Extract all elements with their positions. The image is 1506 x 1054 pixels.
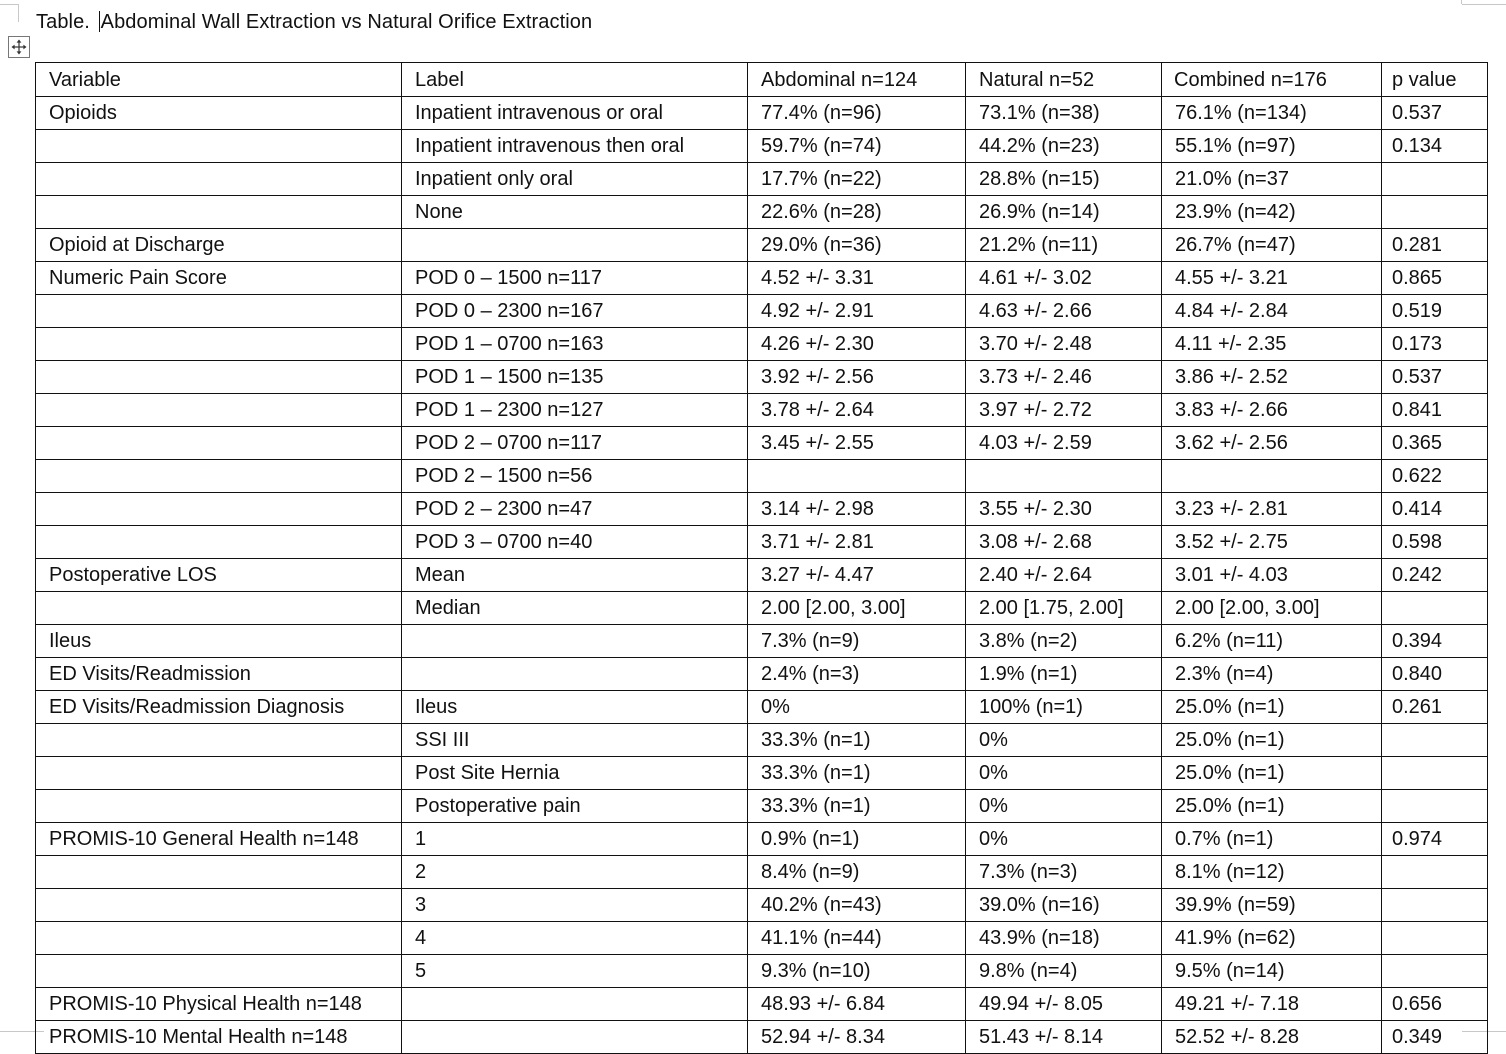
cell-combined[interactable]: 6.2% (n=11) bbox=[1162, 625, 1382, 658]
cell-combined[interactable]: 25.0% (n=1) bbox=[1162, 691, 1382, 724]
cell-label[interactable]: 3 bbox=[402, 889, 748, 922]
cell-abdominal[interactable]: 9.3% (n=10) bbox=[748, 955, 966, 988]
cell-natural[interactable]: 3.08 +/- 2.68 bbox=[966, 526, 1162, 559]
cell-abdominal[interactable]: 0% bbox=[748, 691, 966, 724]
cell-variable[interactable]: PROMIS-10 General Health n=148 bbox=[36, 823, 402, 856]
cell-variable[interactable] bbox=[36, 295, 402, 328]
text-cursor bbox=[99, 11, 100, 32]
cell-variable[interactable] bbox=[36, 394, 402, 427]
cell-combined[interactable]: 52.52 +/- 8.28 bbox=[1162, 1021, 1382, 1054]
cell-p-value[interactable]: 0.865 bbox=[1382, 262, 1488, 295]
cell-combined[interactable]: 3.01 +/- 4.03 bbox=[1162, 559, 1382, 592]
cell-label[interactable]: 4 bbox=[402, 922, 748, 955]
cell-variable[interactable] bbox=[36, 922, 402, 955]
cell-natural[interactable]: 3.97 +/- 2.72 bbox=[966, 394, 1162, 427]
cell-p-value[interactable]: 0.622 bbox=[1382, 460, 1488, 493]
cell-variable[interactable] bbox=[36, 790, 402, 823]
cell-label[interactable]: None bbox=[402, 196, 748, 229]
table-row bbox=[36, 856, 1488, 889]
cell-natural[interactable]: 26.9% (n=14) bbox=[966, 196, 1162, 229]
cell-variable[interactable]: PROMIS-10 Physical Health n=148 bbox=[36, 988, 402, 1021]
cell-natural[interactable]: 28.8% (n=15) bbox=[966, 163, 1162, 196]
cell-combined[interactable]: 0.7% (n=1) bbox=[1162, 823, 1382, 856]
cell-abdominal[interactable]: 4.52 +/- 3.31 bbox=[748, 262, 966, 295]
cell-variable[interactable] bbox=[36, 361, 402, 394]
cell-p-value[interactable]: 0.173 bbox=[1382, 328, 1488, 361]
cell-combined[interactable]: 41.9% (n=62) bbox=[1162, 922, 1382, 955]
cell-p-value[interactable] bbox=[1382, 889, 1488, 922]
cell-abdominal[interactable]: 3.27 +/- 4.47 bbox=[748, 559, 966, 592]
table-row bbox=[36, 394, 1488, 427]
table-row bbox=[36, 658, 1488, 691]
cell-variable[interactable] bbox=[36, 427, 402, 460]
header-variable[interactable]: Variable bbox=[36, 63, 402, 97]
cell-label[interactable]: Postoperative pain bbox=[402, 790, 748, 823]
cell-label[interactable]: SSI III bbox=[402, 724, 748, 757]
cell-abdominal[interactable]: 4.26 +/- 2.30 bbox=[748, 328, 966, 361]
cell-variable[interactable] bbox=[36, 724, 402, 757]
cell-abdominal[interactable]: 29.0% (n=36) bbox=[748, 229, 966, 262]
cell-variable[interactable] bbox=[36, 460, 402, 493]
cell-natural[interactable]: 1.9% (n=1) bbox=[966, 658, 1162, 691]
cell-natural[interactable] bbox=[966, 460, 1162, 493]
cell-label[interactable] bbox=[402, 625, 748, 658]
cell-abdominal[interactable]: 52.94 +/- 8.34 bbox=[748, 1021, 966, 1054]
cell-abdominal[interactable]: 59.7% (n=74) bbox=[748, 130, 966, 163]
cell-combined[interactable]: 2.00 [2.00, 3.00] bbox=[1162, 592, 1382, 625]
table-body bbox=[36, 97, 1488, 1054]
table-row bbox=[36, 625, 1488, 658]
cell-label[interactable]: POD 0 – 2300 n=167 bbox=[402, 295, 748, 328]
cell-combined[interactable]: 76.1% (n=134) bbox=[1162, 97, 1382, 130]
table-row bbox=[36, 97, 1488, 130]
cell-combined[interactable]: 3.62 +/- 2.56 bbox=[1162, 427, 1382, 460]
cell-combined[interactable]: 9.5% (n=14) bbox=[1162, 955, 1382, 988]
table-row bbox=[36, 823, 1488, 856]
page-corner-mark bbox=[18, 4, 19, 22]
cell-natural[interactable]: 4.63 +/- 2.66 bbox=[966, 295, 1162, 328]
table-move-handle[interactable] bbox=[8, 36, 30, 58]
cell-variable[interactable]: ED Visits/Readmission Diagnosis bbox=[36, 691, 402, 724]
cell-abdominal[interactable]: 41.1% (n=44) bbox=[748, 922, 966, 955]
cell-abdominal[interactable]: 2.4% (n=3) bbox=[748, 658, 966, 691]
cell-variable[interactable] bbox=[36, 130, 402, 163]
cell-natural[interactable]: 0% bbox=[966, 790, 1162, 823]
table-row bbox=[36, 922, 1488, 955]
table-row bbox=[36, 757, 1488, 790]
cell-natural[interactable]: 7.3% (n=3) bbox=[966, 856, 1162, 889]
cell-variable[interactable] bbox=[36, 856, 402, 889]
cell-abdominal[interactable]: 7.3% (n=9) bbox=[748, 625, 966, 658]
cell-variable[interactable] bbox=[36, 328, 402, 361]
cell-natural[interactable]: 4.61 +/- 3.02 bbox=[966, 262, 1162, 295]
cell-label[interactable] bbox=[402, 1021, 748, 1054]
cell-natural[interactable]: 0% bbox=[966, 823, 1162, 856]
cell-variable[interactable]: Opioid at Discharge bbox=[36, 229, 402, 262]
table-row bbox=[36, 592, 1488, 625]
table-caption-text: Abdominal Wall Extraction vs Natural Orifice Extraction bbox=[100, 11, 593, 33]
cell-label[interactable]: 1 bbox=[402, 823, 748, 856]
cell-variable[interactable]: Opioids bbox=[36, 97, 402, 130]
table-row bbox=[36, 988, 1488, 1021]
cell-combined[interactable]: 39.9% (n=59) bbox=[1162, 889, 1382, 922]
cell-variable[interactable] bbox=[36, 889, 402, 922]
table-row bbox=[36, 955, 1488, 988]
cell-p-value[interactable]: 0.840 bbox=[1382, 658, 1488, 691]
cell-p-value[interactable]: 0.134 bbox=[1382, 130, 1488, 163]
cell-p-value[interactable]: 0.841 bbox=[1382, 394, 1488, 427]
cell-abdominal[interactable]: 3.92 +/- 2.56 bbox=[748, 361, 966, 394]
cell-natural[interactable]: 39.0% (n=16) bbox=[966, 889, 1162, 922]
cell-label[interactable]: 5 bbox=[402, 955, 748, 988]
table-row bbox=[36, 790, 1488, 823]
cell-p-value[interactable] bbox=[1382, 757, 1488, 790]
table-row bbox=[36, 229, 1488, 262]
cell-p-value[interactable]: 0.519 bbox=[1382, 295, 1488, 328]
cell-natural[interactable]: 44.2% (n=23) bbox=[966, 130, 1162, 163]
cell-label[interactable]: POD 1 – 2300 n=127 bbox=[402, 394, 748, 427]
cell-variable[interactable] bbox=[36, 592, 402, 625]
cell-combined[interactable]: 25.0% (n=1) bbox=[1162, 757, 1382, 790]
cell-natural[interactable]: 2.00 [1.75, 2.00] bbox=[966, 592, 1162, 625]
results-table bbox=[35, 62, 1488, 1054]
cell-label[interactable]: POD 0 – 1500 n=117 bbox=[402, 262, 748, 295]
cell-abdominal[interactable]: 3.14 +/- 2.98 bbox=[748, 493, 966, 526]
cell-p-value[interactable]: 0.365 bbox=[1382, 427, 1488, 460]
header-label[interactable]: Label bbox=[402, 63, 748, 97]
cell-variable[interactable] bbox=[36, 196, 402, 229]
cell-p-value[interactable]: 0.656 bbox=[1382, 988, 1488, 1021]
cell-natural[interactable]: 21.2% (n=11) bbox=[966, 229, 1162, 262]
cell-natural[interactable]: 3.8% (n=2) bbox=[966, 625, 1162, 658]
cell-label[interactable]: POD 1 – 0700 n=163 bbox=[402, 328, 748, 361]
cell-combined[interactable]: 3.52 +/- 2.75 bbox=[1162, 526, 1382, 559]
cell-abdominal[interactable]: 77.4% (n=96) bbox=[748, 97, 966, 130]
cell-natural[interactable]: 0% bbox=[966, 724, 1162, 757]
table-row bbox=[36, 427, 1488, 460]
cell-p-value[interactable] bbox=[1382, 724, 1488, 757]
cell-label[interactable] bbox=[402, 658, 748, 691]
cell-combined[interactable]: 25.0% (n=1) bbox=[1162, 790, 1382, 823]
cell-natural[interactable]: 9.8% (n=4) bbox=[966, 955, 1162, 988]
cell-combined[interactable]: 3.83 +/- 2.66 bbox=[1162, 394, 1382, 427]
cell-label[interactable]: POD 2 – 1500 n=56 bbox=[402, 460, 748, 493]
cell-natural[interactable]: 43.9% (n=18) bbox=[966, 922, 1162, 955]
table-row bbox=[36, 889, 1488, 922]
table-caption-prefix: Table. bbox=[36, 11, 96, 33]
cell-combined[interactable]: 23.9% (n=42) bbox=[1162, 196, 1382, 229]
cell-variable[interactable]: ED Visits/Readmission bbox=[36, 658, 402, 691]
table-header-row bbox=[36, 63, 1488, 97]
table-row bbox=[36, 328, 1488, 361]
cell-combined[interactable]: 3.23 +/- 2.81 bbox=[1162, 493, 1382, 526]
cell-p-value[interactable] bbox=[1382, 163, 1488, 196]
table-row bbox=[36, 691, 1488, 724]
cell-combined[interactable]: 4.55 +/- 3.21 bbox=[1162, 262, 1382, 295]
cell-natural[interactable]: 3.73 +/- 2.46 bbox=[966, 361, 1162, 394]
cell-p-value[interactable]: 0.394 bbox=[1382, 625, 1488, 658]
cell-variable[interactable] bbox=[36, 955, 402, 988]
cell-abdominal[interactable]: 2.00 [2.00, 3.00] bbox=[748, 592, 966, 625]
cell-combined[interactable]: 4.84 +/- 2.84 bbox=[1162, 295, 1382, 328]
table-row bbox=[36, 460, 1488, 493]
cell-combined[interactable] bbox=[1162, 460, 1382, 493]
cell-natural[interactable]: 100% (n=1) bbox=[966, 691, 1162, 724]
table-row bbox=[36, 196, 1488, 229]
page-corner-mark bbox=[1462, 4, 1506, 5]
cell-natural[interactable]: 2.40 +/- 2.64 bbox=[966, 559, 1162, 592]
cell-abdominal[interactable]: 0.9% (n=1) bbox=[748, 823, 966, 856]
cell-p-value[interactable]: 0.414 bbox=[1382, 493, 1488, 526]
cell-combined[interactable]: 8.1% (n=12) bbox=[1162, 856, 1382, 889]
cell-abdominal[interactable]: 3.45 +/- 2.55 bbox=[748, 427, 966, 460]
header-p-value[interactable]: p value bbox=[1382, 63, 1488, 97]
cell-natural[interactable]: 73.1% (n=38) bbox=[966, 97, 1162, 130]
cell-combined[interactable]: 55.1% (n=97) bbox=[1162, 130, 1382, 163]
cell-combined[interactable]: 25.0% (n=1) bbox=[1162, 724, 1382, 757]
table-row bbox=[36, 1021, 1488, 1054]
cell-label[interactable]: Ileus bbox=[402, 691, 748, 724]
cell-abdominal[interactable]: 22.6% (n=28) bbox=[748, 196, 966, 229]
cell-p-value[interactable]: 0.598 bbox=[1382, 526, 1488, 559]
table-row bbox=[36, 526, 1488, 559]
cell-variable[interactable]: Postoperative LOS bbox=[36, 559, 402, 592]
cell-p-value[interactable]: 0.349 bbox=[1382, 1021, 1488, 1054]
cell-label[interactable]: Median bbox=[402, 592, 748, 625]
cell-p-value[interactable]: 0.537 bbox=[1382, 97, 1488, 130]
cell-combined[interactable]: 2.3% (n=4) bbox=[1162, 658, 1382, 691]
cell-abdominal[interactable]: 3.78 +/- 2.64 bbox=[748, 394, 966, 427]
cell-natural[interactable]: 51.43 +/- 8.14 bbox=[966, 1021, 1162, 1054]
cell-combined[interactable]: 4.11 +/- 2.35 bbox=[1162, 328, 1382, 361]
cell-label[interactable]: Inpatient intravenous or oral bbox=[402, 97, 748, 130]
cell-variable[interactable]: Ileus bbox=[36, 625, 402, 658]
cell-combined[interactable]: 21.0% (n=37 bbox=[1162, 163, 1382, 196]
cell-natural[interactable]: 0% bbox=[966, 757, 1162, 790]
cell-variable[interactable] bbox=[36, 526, 402, 559]
cell-label[interactable]: Inpatient only oral bbox=[402, 163, 748, 196]
cell-p-value[interactable] bbox=[1382, 196, 1488, 229]
cell-label[interactable]: POD 3 – 0700 n=40 bbox=[402, 526, 748, 559]
cell-p-value[interactable] bbox=[1382, 856, 1488, 889]
cell-abdominal[interactable]: 33.3% (n=1) bbox=[748, 724, 966, 757]
cell-p-value[interactable] bbox=[1382, 790, 1488, 823]
cell-label[interactable]: POD 2 – 2300 n=47 bbox=[402, 493, 748, 526]
cell-combined[interactable]: 3.86 +/- 2.52 bbox=[1162, 361, 1382, 394]
cell-label[interactable]: Inpatient intravenous then oral bbox=[402, 130, 748, 163]
cell-p-value[interactable]: 0.242 bbox=[1382, 559, 1488, 592]
header-abdominal[interactable]: Abdominal n=124 bbox=[748, 63, 966, 97]
cell-variable[interactable] bbox=[36, 163, 402, 196]
table-row bbox=[36, 559, 1488, 592]
table-row bbox=[36, 295, 1488, 328]
cell-p-value[interactable] bbox=[1382, 592, 1488, 625]
cell-combined[interactable]: 49.21 +/- 7.18 bbox=[1162, 988, 1382, 1021]
cell-p-value[interactable] bbox=[1382, 922, 1488, 955]
cell-abdominal[interactable]: 4.92 +/- 2.91 bbox=[748, 295, 966, 328]
cell-combined[interactable]: 26.7% (n=47) bbox=[1162, 229, 1382, 262]
cell-label[interactable]: POD 2 – 0700 n=117 bbox=[402, 427, 748, 460]
cell-variable[interactable]: Numeric Pain Score bbox=[36, 262, 402, 295]
cell-p-value[interactable]: 0.281 bbox=[1382, 229, 1488, 262]
cell-variable[interactable] bbox=[36, 757, 402, 790]
cell-label[interactable] bbox=[402, 229, 748, 262]
table-row bbox=[36, 724, 1488, 757]
cell-abdominal[interactable]: 8.4% (n=9) bbox=[748, 856, 966, 889]
table-row bbox=[36, 163, 1488, 196]
cell-abdominal[interactable]: 48.93 +/- 6.84 bbox=[748, 988, 966, 1021]
table-caption[interactable] bbox=[36, 11, 592, 34]
table-row bbox=[36, 262, 1488, 295]
cell-label[interactable]: Post Site Hernia bbox=[402, 757, 748, 790]
cell-abdominal[interactable]: 40.2% (n=43) bbox=[748, 889, 966, 922]
cell-label[interactable] bbox=[402, 988, 748, 1021]
header-natural[interactable]: Natural n=52 bbox=[966, 63, 1162, 97]
cell-abdominal[interactable]: 33.3% (n=1) bbox=[748, 790, 966, 823]
cell-variable[interactable] bbox=[36, 493, 402, 526]
cell-abdominal[interactable]: 33.3% (n=1) bbox=[748, 757, 966, 790]
cell-label[interactable]: 2 bbox=[402, 856, 748, 889]
cell-label[interactable]: Mean bbox=[402, 559, 748, 592]
cell-abdominal[interactable]: 3.71 +/- 2.81 bbox=[748, 526, 966, 559]
cell-p-value[interactable]: 0.537 bbox=[1382, 361, 1488, 394]
page-corner-mark bbox=[0, 4, 18, 5]
header-combined[interactable]: Combined n=176 bbox=[1162, 63, 1382, 97]
cell-label[interactable]: POD 1 – 1500 n=135 bbox=[402, 361, 748, 394]
cell-p-value[interactable]: 0.261 bbox=[1382, 691, 1488, 724]
cell-abdominal[interactable]: 17.7% (n=22) bbox=[748, 163, 966, 196]
move-arrows-icon bbox=[11, 39, 27, 55]
cell-natural[interactable]: 3.70 +/- 2.48 bbox=[966, 328, 1162, 361]
cell-p-value[interactable] bbox=[1382, 955, 1488, 988]
cell-natural[interactable]: 4.03 +/- 2.59 bbox=[966, 427, 1162, 460]
page-corner-mark bbox=[1461, 0, 1462, 4]
table-row bbox=[36, 361, 1488, 394]
table-row bbox=[36, 493, 1488, 526]
cell-p-value[interactable]: 0.974 bbox=[1382, 823, 1488, 856]
cell-natural[interactable]: 49.94 +/- 8.05 bbox=[966, 988, 1162, 1021]
cell-natural[interactable]: 3.55 +/- 2.30 bbox=[966, 493, 1162, 526]
cell-variable[interactable]: PROMIS-10 Mental Health n=148 bbox=[36, 1021, 402, 1054]
cell-abdominal[interactable] bbox=[748, 460, 966, 493]
table-row bbox=[36, 130, 1488, 163]
